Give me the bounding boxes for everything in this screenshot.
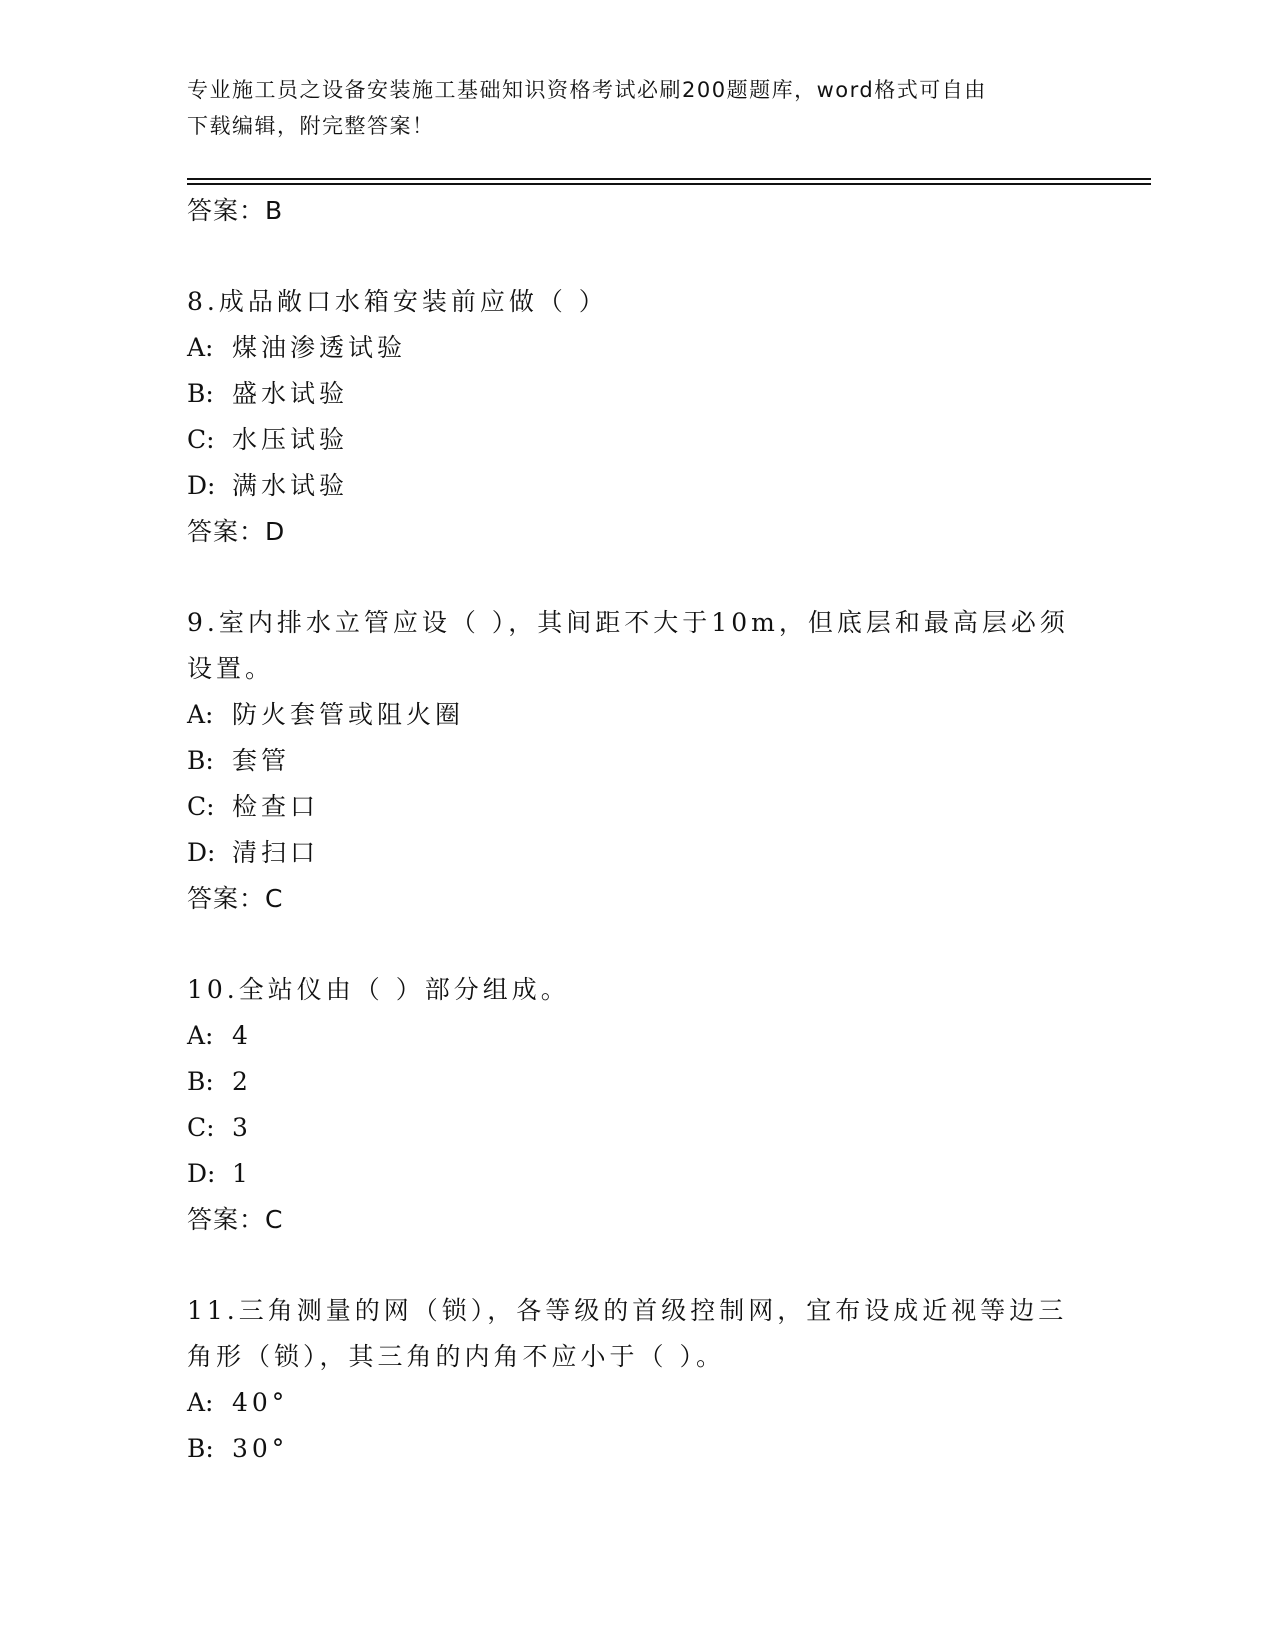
question-8 <box>187 279 1087 555</box>
document-header <box>187 72 1087 144</box>
document-body <box>187 188 1087 1472</box>
option-label: C: <box>187 1113 215 1142</box>
option-a <box>187 692 1087 738</box>
question-stem-line-2: 设置。 <box>187 654 275 683</box>
option-c <box>187 784 1087 830</box>
option-label: A: <box>187 1021 214 1050</box>
option-a <box>187 1380 1087 1426</box>
option-label: B: <box>187 1434 214 1463</box>
option-b <box>187 738 1087 784</box>
option-label: A: <box>187 1388 214 1417</box>
question-11 <box>187 1288 1087 1472</box>
option-text: 防火套管或阻火圈 <box>232 700 465 729</box>
question-stem: 8.成品敞口水箱安装前应做（ ） <box>187 287 608 316</box>
option-text: 3 <box>232 1113 252 1142</box>
option-text: 满水试验 <box>232 471 349 500</box>
option-label: A: <box>187 700 214 729</box>
option-label: C: <box>187 792 215 821</box>
option-c <box>187 1105 1087 1151</box>
option-b <box>187 1426 1087 1472</box>
option-label: A: <box>187 333 214 362</box>
option-b <box>187 371 1087 417</box>
option-a <box>187 325 1087 371</box>
question-stem: 10.全站仪由（ ）部分组成。 <box>187 975 570 1004</box>
answer-line: 答案：D <box>187 517 286 546</box>
option-a <box>187 1013 1087 1059</box>
option-label: D: <box>187 838 216 867</box>
question-9 <box>187 600 1087 922</box>
option-label: D: <box>187 1159 216 1188</box>
option-d <box>187 830 1087 876</box>
option-text: 1 <box>232 1159 252 1188</box>
header-divider-top <box>187 178 1151 180</box>
option-text: 套管 <box>232 746 291 775</box>
option-text: 4 <box>232 1021 252 1050</box>
question-10 <box>187 967 1087 1243</box>
option-d <box>187 463 1087 509</box>
previous-answer: 答案：B <box>187 196 284 225</box>
answer-line: 答案：C <box>187 1205 284 1234</box>
header-line-2: 下载编辑，附完整答案！ <box>187 114 435 138</box>
option-text: 检查口 <box>232 792 320 821</box>
option-text: 煤油渗透试验 <box>232 333 407 362</box>
option-text: 清扫口 <box>232 838 320 867</box>
answer-line: 答案：C <box>187 884 284 913</box>
option-label: D: <box>187 471 216 500</box>
header-line-1: 专业施工员之设备安装施工基础知识资格考试必刷200题题库，word格式可自由 <box>187 78 987 102</box>
option-text: 盛水试验 <box>232 379 349 408</box>
option-label: B: <box>187 379 214 408</box>
question-stem-line-1: 9.室内排水立管应设（ ），其间距不大于10m，但底层和最高层必须 <box>187 608 1069 637</box>
question-stem-line-2: 角形（锁），其三角的内角不应小于（ ）。 <box>187 1342 725 1371</box>
header-divider-bottom <box>187 183 1151 185</box>
option-label: C: <box>187 425 215 454</box>
option-c <box>187 417 1087 463</box>
option-b <box>187 1059 1087 1105</box>
option-label: B: <box>187 1067 214 1096</box>
option-label: B: <box>187 746 214 775</box>
option-text: 水压试验 <box>232 425 349 454</box>
question-stem-line-1: 11.三角测量的网（锁），各等级的首级控制网，宜布设成近视等边三 <box>187 1296 1068 1325</box>
option-d <box>187 1151 1087 1197</box>
option-text: 2 <box>232 1067 252 1096</box>
option-text: 40° <box>232 1388 289 1417</box>
option-text: 30° <box>232 1434 289 1463</box>
